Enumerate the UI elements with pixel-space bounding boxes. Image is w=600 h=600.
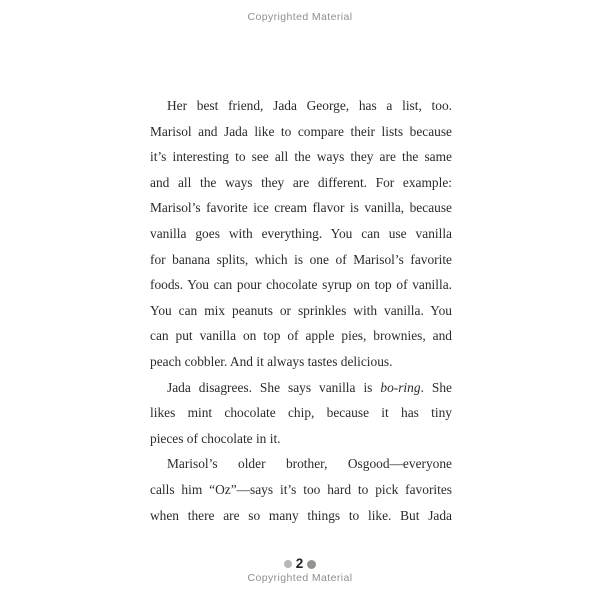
text-line: [150, 195, 452, 221]
text-line: [150, 119, 452, 145]
text-line: [150, 93, 452, 119]
page-number-dot-left-icon: [284, 560, 292, 568]
text-line: [150, 451, 452, 477]
text-line: [150, 323, 452, 349]
text-segment: calls him “Oz”—says it’s too hard to pick favorites: [150, 481, 452, 497]
text-line: [150, 221, 452, 247]
page-number-dot-right-icon: [307, 560, 316, 569]
text-line: [150, 503, 452, 529]
text-line: [150, 349, 452, 375]
text-segment: it’s interesting to see all the ways they are the same: [150, 149, 452, 165]
page-number: 2: [295, 556, 304, 572]
text-line: [150, 144, 452, 170]
text-line: [150, 477, 452, 503]
text-line: [150, 375, 452, 401]
text-segment: Marisol and Jada like to compare their lists because: [150, 123, 452, 139]
copyright-banner-bottom: Copyrighted Material: [247, 572, 353, 584]
text-line: [150, 272, 452, 298]
text-segment: Jada disagrees. She says vanilla is: [167, 379, 381, 395]
book-text-block: [150, 93, 452, 528]
text-segment: foods. You can pour chocolate syrup on top of vanilla.: [150, 277, 452, 293]
text-line: [150, 298, 452, 324]
text-line: [150, 400, 452, 426]
text-segment: Marisol’s older brother, Osgood—everyone: [167, 456, 452, 472]
text-line: [150, 426, 452, 452]
text-segment: peach cobbler. And it always tastes delicious.: [150, 353, 393, 369]
text-segment: likes mint chocolate chip, because it has tiny: [150, 405, 452, 421]
copyright-banner-top: Copyrighted Material: [247, 11, 353, 23]
text-segment: Marisol’s favorite ice cream flavor is vanilla, because: [150, 200, 452, 216]
text-segment: You can mix peanuts or sprinkles with vanilla. You: [150, 302, 452, 318]
page-number-row: [0, 556, 600, 572]
text-line: [150, 247, 452, 273]
italic-text-segment: bo-ring: [380, 379, 421, 395]
text-segment: for banana splits, which is one of Marisol’s favorite: [150, 251, 452, 267]
text-segment: and all the ways they are different. For example:: [150, 174, 452, 190]
text-line: [150, 170, 452, 196]
text-segment: vanilla goes with everything. You can use vanilla: [150, 225, 452, 241]
text-segment: . She: [420, 379, 452, 395]
text-segment: when there are so many things to like. But Jada: [150, 507, 452, 523]
text-segment: can put vanilla on top of apple pies, brownies, and: [150, 328, 452, 344]
text-segment: pieces of chocolate in it.: [150, 430, 281, 446]
text-segment: Her best friend, Jada George, has a list, too.: [167, 98, 452, 113]
